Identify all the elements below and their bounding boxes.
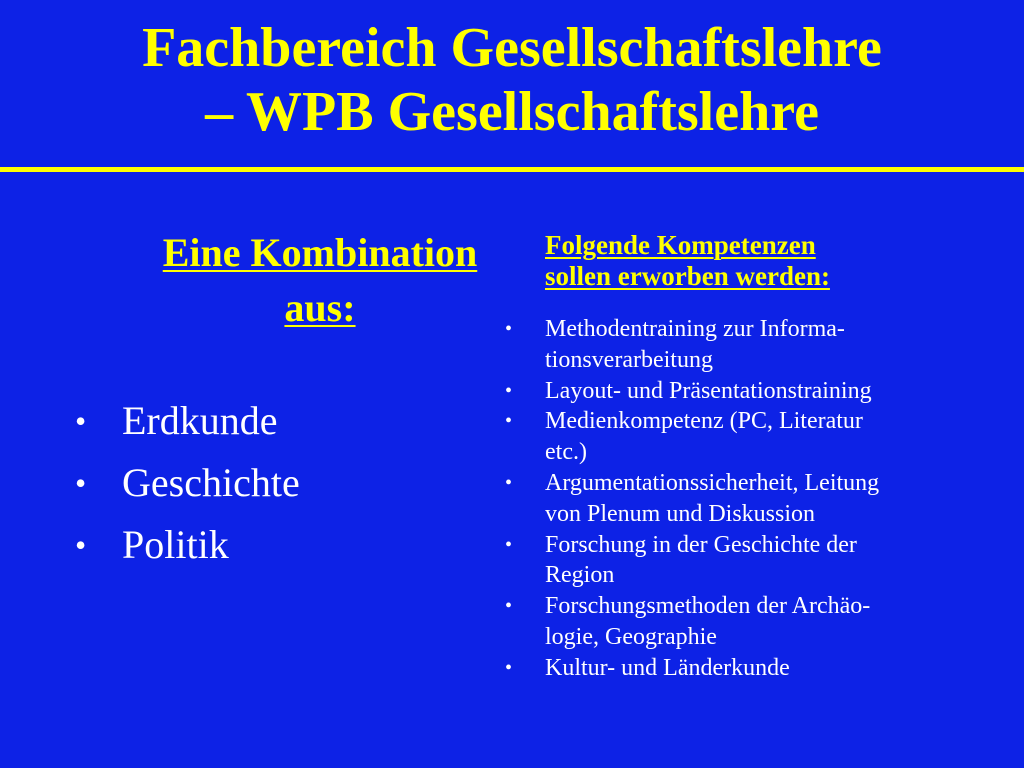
bullet-icon: • [75,403,87,439]
competence-item [505,314,945,376]
subject-label: Geschichte [122,460,300,505]
bullet-icon: • [505,533,513,556]
competence-line: tionsverarbeitung [545,346,713,373]
right-heading-line-1: Folgende Kompetenzen [545,230,816,260]
subject-item-geschichte [75,452,300,514]
bullet-icon: • [505,656,513,679]
competence-line: von Plenum und Diskussion [545,500,816,527]
bullet-icon: • [75,465,87,501]
left-column-heading [60,225,580,335]
competence-line: Kultur- und Länderkunde [545,654,790,681]
bullet-icon: • [505,318,513,340]
bullet-icon: • [505,471,513,494]
subject-label: Erdkunde [122,398,278,443]
bullet-icon: • [75,527,87,563]
competence-line: Forschung in der Geschichte der [545,531,857,558]
competence-line: Medienkompetenz (PC, Literatur [545,408,863,435]
title-divider [0,167,1024,172]
competence-line: logie, Geographie [545,623,717,650]
competence-item [505,406,945,468]
competence-item [505,653,945,684]
subject-item-politik [75,514,300,576]
competence-line: etc.) [545,439,587,466]
right-column-heading [545,230,965,292]
competence-item [505,376,945,407]
competence-item [505,530,945,592]
slide-title-line-1: Fachbereich Gesellschaftslehre [142,17,882,79]
competence-line: Methodentraining zur Informa- [545,316,845,342]
bullet-icon: • [505,379,513,402]
subject-label: Politik [122,522,229,567]
competence-line: Region [545,562,615,589]
competence-line: Forschungsmethoden der Archäo- [545,593,871,620]
competence-list [505,314,945,684]
left-heading-line-1: Eine Kombination [162,230,478,275]
left-heading-line-2: aus: [284,285,356,330]
competence-item [505,591,945,653]
subject-list [75,390,300,576]
bullet-icon: • [505,595,513,618]
competence-line: Layout- und Präsentationstraining [545,377,872,404]
competence-item [505,468,945,530]
slide-title [0,16,1024,144]
competence-line: Argumentationssicherheit, Leitung [545,469,880,496]
right-heading-line-2: sollen erworben werden: [545,261,830,291]
subject-item-erdkunde [75,390,300,452]
bullet-icon: • [505,410,513,433]
slide-title-line-2: – WPB Gesellschaftslehre [205,81,819,143]
